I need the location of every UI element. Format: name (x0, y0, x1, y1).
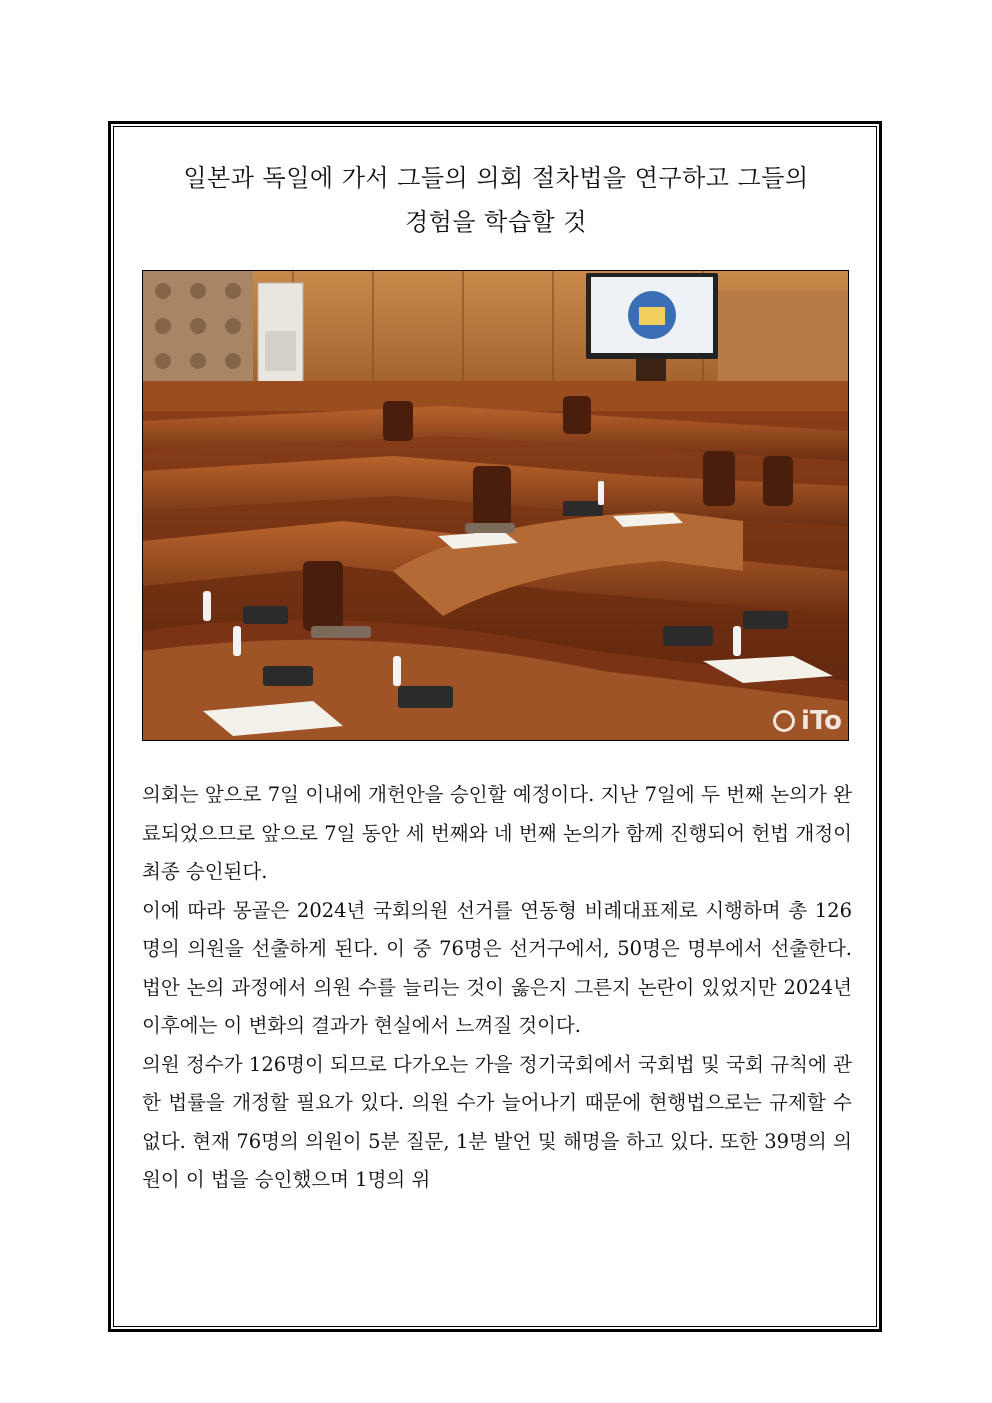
article-body (142, 776, 852, 1200)
parliament-chamber-photo (142, 270, 849, 741)
article-title (140, 156, 852, 244)
paragraph-2: 이에 따라 몽골은 2024년 국회의원 선거를 연동형 비례대표제로 시행하며 총 126명의 의원을 선출하게 된다. 이 중 76명은 선거구에서, 50명은 명부에서 선출한다. 법안 논의 과정에서 의원 수를 늘리는 것이 옳은지 그른지 논란이 있었지만 2024년 이후에는 이 변화의 결과가 현실에서 느껴질 것이다. (142, 898, 852, 1037)
photo-illustration (143, 271, 848, 740)
watermark-circle-icon (773, 710, 795, 732)
watermark-text: iTo (800, 706, 842, 736)
photo-watermark (773, 706, 842, 736)
title-line-2: 경험을 학습할 것 (404, 208, 588, 236)
paragraph-1: 의회는 앞으로 7일 이내에 개헌안을 승인할 예정이다. 지난 7일에 두 번째 논의가 완료되었으므로 앞으로 7일 동안 세 번째와 네 번째 논의가 함께 진행되어 헌법 개정이 최종 승인된다. (142, 783, 852, 883)
title-line-1: 일본과 독일에 가서 그들의 의회 절차법을 연구하고 그들의 (183, 164, 809, 192)
paragraph-3: 의원 정수가 126명이 되므로 다가오는 가을 정기국회에서 국회법 및 국회 규칙에 관한 법률을 개정할 필요가 있다. 의원 수가 늘어나기 때문에 현행법으로는 규제할 수 없다. 현재 76명의 의원이 5분 질문, 1분 발언 및 해명을 하고 있다. 또한 39명의 의원이 이 법을 승인했으며 1명의 위 (142, 1052, 852, 1191)
